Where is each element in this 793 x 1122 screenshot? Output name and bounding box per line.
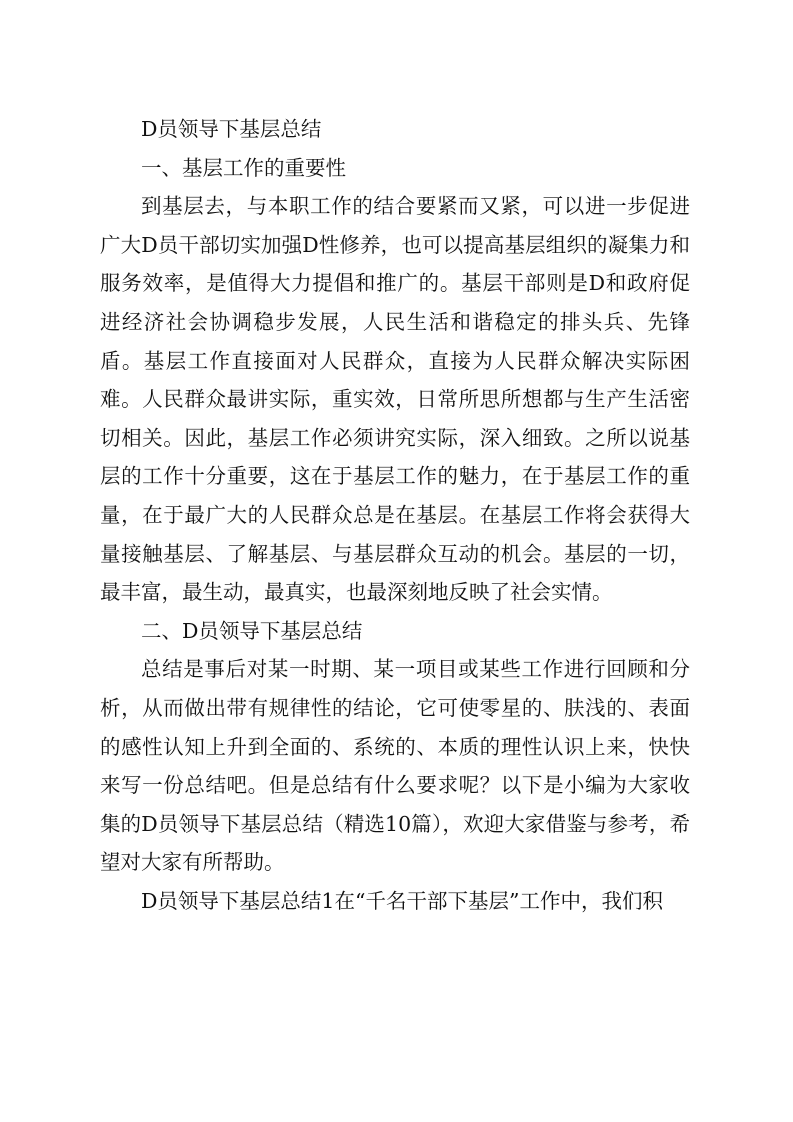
section-1-heading: 一、基层工作的重要性 <box>141 155 346 180</box>
section-1-paragraph: 到基层去，与本职工作的结合要紧而又紧，可以进一步促进广大D员干部切实加强D性修养，也可以提高基层组织的凝集力和服务效率，是值得大力提倡和推广的。基层干部则是D和政府促进经济社会协调稳步发展，人民生活和谐稳定的排头兵、先锋盾。基层工作直接面对人民群众，直接为人民群众解决实际困难。人民群众最讲实际，重实效，日常所思所想都与生产生活密切相关。因此，基层工作必须讲究实际，深入细致。之所以说基层的工作十分重要，这在于基层工作的魅力，在于基层工作的重量，在于最广大的人民群众总是在基层。在基层工作将会获得大量接触基层、了解基层、与基层群众互动的机会。基层的一切，最丰富，最生动，最真实，也最深刻地反映了社会实情。 <box>100 194 690 605</box>
document-title: D员领导下基层总结 <box>141 117 322 141</box>
section-2-paragraph: 总结是事后对某一时期、某一项目或某些工作进行回顾和分析，从而做出带有规律性的结论，它可使零星的、肤浅的、表面的感性认知上升到全面的、系统的、本质的理性认识上来，快快来写一份总结吧。但是总结有什么要求呢？以下是小编为大家收集的D员领导下基层总结（精选10篇），欢迎大家借鉴与参考，希望对大家有所帮助。 <box>100 657 690 875</box>
excerpt-1-paragraph: D员领导下基层总结1在“千名干部下基层”工作中，我们积 <box>141 888 663 913</box>
section-2-heading: 二、D员领导下基层总结 <box>141 618 363 643</box>
document-body <box>100 110 690 920</box>
